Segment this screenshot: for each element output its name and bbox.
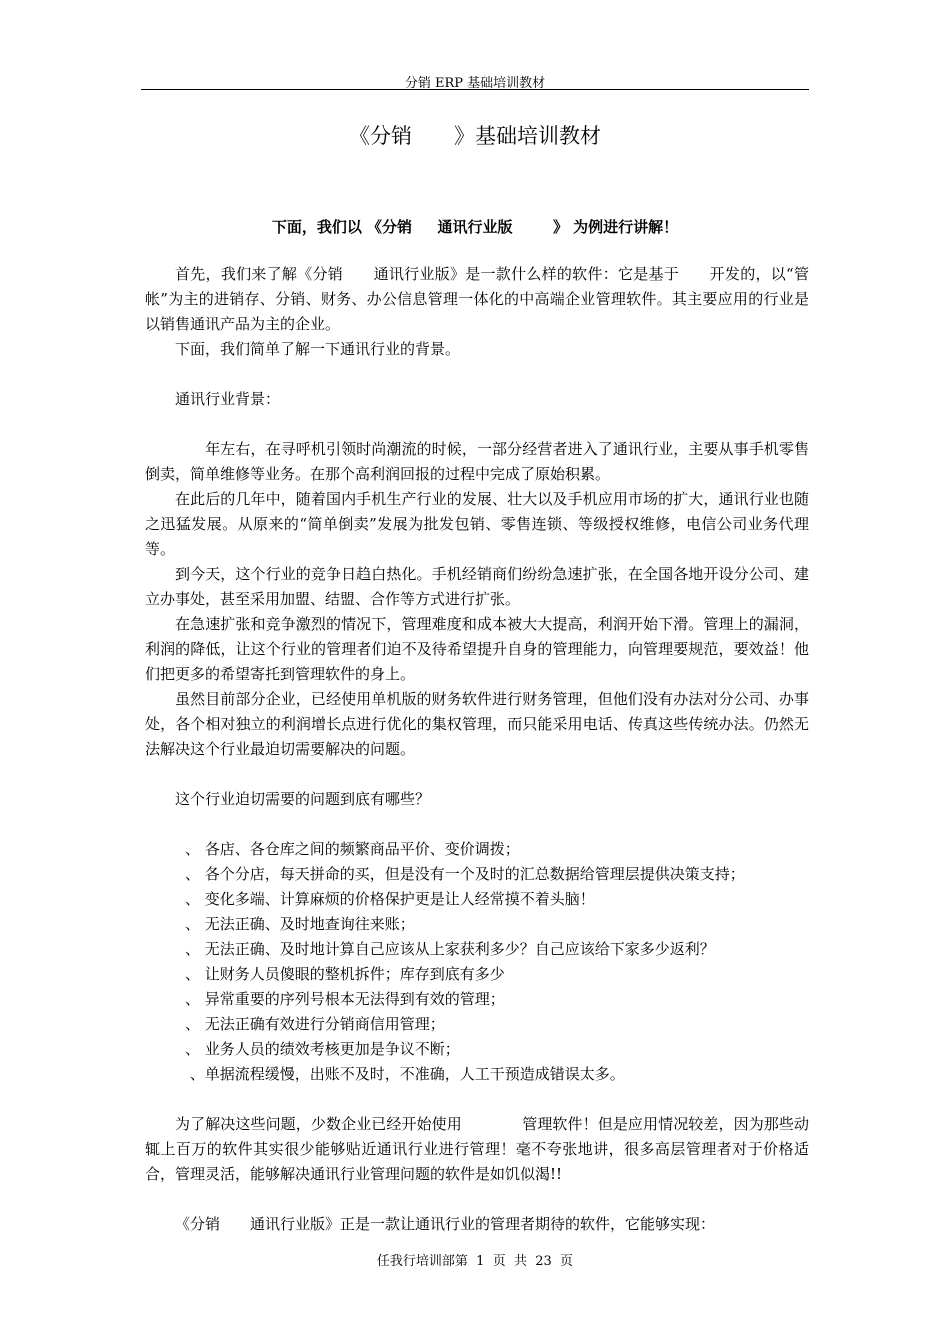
list-item: 、 各店、各仓库之间的频繁商品平价、变价调拨； <box>185 840 520 858</box>
list-item: 、 无法正确、及时地计算自己应该从上家获利多少？自己应该给下家多少返利？ <box>185 940 715 958</box>
problems-heading: 这个行业迫切需要的问题到底有哪些？ <box>175 790 431 808</box>
document-body <box>145 262 809 1237</box>
background-paragraph: 虽然目前部分企业，已经使用单机版的财务软件进行财务管理，但他们没有办法对分公司、办事处，各个相对独立的利润增长点进行优化的集权管理，而只能采用电话、传真这些传统办法。仍然无法解决这个行业最迫切需要解决的问题。 <box>145 690 809 758</box>
intro-paragraph: 首先，我们来了解《分销 通讯行业版》是一款什么样的软件：它是基于 开发的，以“管帐”为主的进销存、分销、财务、办公信息管理一体化的中高端企业管理软件。其主要应用的行业是以销售通讯产品为主的企业。 <box>145 265 809 333</box>
page-header: 分销 ERP 基础培训教材 <box>404 76 546 91</box>
list-item: 、 变化多端、计算麻烦的价格保护更是让人经常摸不着头脑！ <box>185 890 595 908</box>
list-item: 、 各个分店，每天拼命的买，但是没有一个及时的汇总数据给管理层提供决策支持； <box>185 865 745 883</box>
document-title: 《分销 》基础培训教材 <box>349 124 601 148</box>
list-item: 、 无法正确有效进行分销商信用管理； <box>185 1015 445 1033</box>
list-item: 、单据流程缓慢，出账不及时，不准确，人工干预造成错误太多。 <box>185 1065 625 1083</box>
background-heading: 通讯行业背景： <box>175 390 281 408</box>
conclusion-paragraph: 为了解决这些问题，少数企业已经开始使用 管理软件！但是应用情况较差，因为那些动辄上百万的软件其实很少能够贴近通讯行业进行管理！毫不夸张地讲，很多高层管理者对于价格适合，管理灵活，能够解决通讯行业管理问题的软件是如饥似渴!! <box>145 1115 809 1183</box>
background-paragraph: 在急速扩张和竞争激烈的情况下，管理难度和成本被大大提高，利润开始下滑。管理上的漏洞，利润的降低，让这个行业的管理者们迫不及待希望提升自身的管理能力，向管理要规范，要效益！他们把更多的希望寄托到管理软件的身上。 <box>145 615 809 683</box>
intro-paragraph: 下面，我们简单了解一下通讯行业的背景。 <box>175 340 461 358</box>
background-paragraph: 到今天，这个行业的竞争日趋白热化。手机经销商们纷纷急速扩张，在全国各地开设分公司、建立办事处，甚至采用加盟、结盟、合作等方式进行扩张。 <box>145 565 809 608</box>
header-divider <box>141 89 809 90</box>
list-item: 、 业务人员的绩效考核更加是争议不断； <box>185 1040 460 1058</box>
background-paragraph: 在此后的几年中，随着国内手机生产行业的发展、壮大以及手机应用市场的扩大，通讯行业也随之迅猛发展。从原来的“简单倒卖”发展为批发包销、零售连锁、等级授权维修，电信公司业务代理等。 <box>145 490 809 558</box>
list-item: 、 让财务人员傻眼的整机拆件；库存到底有多少 <box>185 965 505 983</box>
list-item: 、 异常重要的序列号根本无法得到有效的管理； <box>185 990 505 1008</box>
problems-list <box>145 837 809 1087</box>
document-subtitle: 下面，我们以 《分销 通讯行业版 》 为例进行讲解！ <box>271 218 679 236</box>
conclusion-paragraph: 《分销 通讯行业版》正是一款让通讯行业的管理者期待的软件，它能够实现： <box>175 1215 716 1233</box>
background-paragraph: 年左右，在寻呼机引领时尚潮流的时候，一部分经营者进入了通讯行业，主要从事手机零售倒卖，简单维修等业务。在那个高利润回报的过程中完成了原始积累。 <box>145 440 809 483</box>
page-footer: 任我行培训部第 1 页 共 23 页 <box>376 1254 574 1269</box>
list-item: 、 无法正确、及时地查询往来账； <box>185 915 415 933</box>
